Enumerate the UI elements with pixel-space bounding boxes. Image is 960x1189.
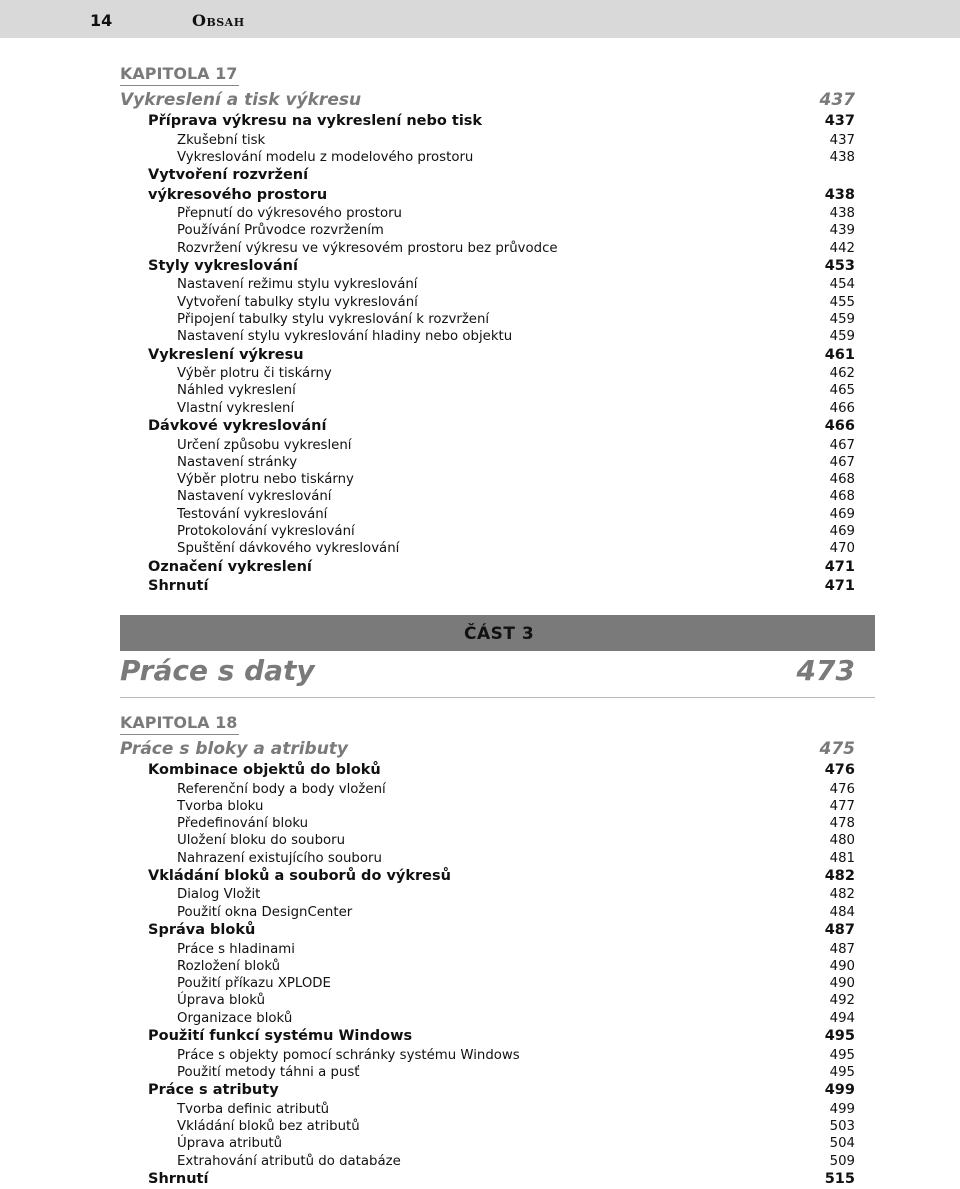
toc-section-entry bbox=[120, 1170, 855, 1189]
toc-subsection-entry bbox=[120, 540, 855, 557]
chapter-label: KAPITOLA 18 bbox=[120, 712, 239, 735]
toc-entry-title: Určení způsobu vykreslení bbox=[177, 437, 352, 453]
toc-entry-page: 495 bbox=[829, 1047, 855, 1063]
toc-entry-title: Nastavení vykreslování bbox=[177, 489, 332, 505]
toc-entry-title: Úprava atributů bbox=[177, 1136, 283, 1152]
part-title: Práce s daty bbox=[120, 654, 315, 687]
toc-entry-page: 499 bbox=[829, 1101, 855, 1117]
toc-entry-title: Organizace bloků bbox=[177, 1010, 293, 1026]
chapter-label: KAPITOLA 17 bbox=[120, 63, 239, 86]
toc-entry-title: Tvorba bloku bbox=[177, 798, 264, 814]
toc-entry-title: Připojení tabulky stylu vykreslování k rozvržení bbox=[177, 312, 490, 328]
toc-entry-title: Vykreslování modelu z modelového prostoru bbox=[177, 149, 474, 165]
toc-subsection-entry bbox=[120, 798, 855, 815]
toc-entry-page: 482 bbox=[824, 867, 855, 884]
toc-entry-title: Práce s atributy bbox=[148, 1082, 279, 1099]
toc-section-entry bbox=[120, 577, 855, 597]
toc-entry-page: 499 bbox=[824, 1082, 855, 1099]
toc-subsection-entry bbox=[120, 471, 855, 488]
chapter-18-toc bbox=[120, 712, 855, 1189]
toc-subsection-entry bbox=[120, 904, 855, 921]
toc-subsection-entry bbox=[120, 294, 855, 311]
toc-entry-title: Náhled vykreslení bbox=[177, 383, 296, 399]
toc-entry-page: 469 bbox=[829, 506, 855, 522]
toc-entry-page: 469 bbox=[829, 524, 855, 540]
toc-entry-page: 437 bbox=[824, 113, 855, 129]
toc-entry-title: Rozvržení výkresu ve výkresovém prostoru bez průvodce bbox=[177, 240, 558, 256]
toc-entry-page: 438 bbox=[829, 206, 855, 222]
toc-subsection-entry bbox=[120, 958, 855, 975]
chapter-title: Práce s bloky a atributy bbox=[120, 739, 349, 759]
toc-entry-title: Testování vykreslování bbox=[177, 506, 328, 522]
toc-entry-page: 504 bbox=[829, 1136, 855, 1152]
page-number: 14 bbox=[90, 11, 113, 30]
toc-entry-title: Zkušební tisk bbox=[177, 132, 266, 148]
toc-section-entry bbox=[120, 112, 855, 132]
toc-entry-page: 470 bbox=[829, 541, 855, 557]
toc-entry-title: Používání Průvodce rozvržením bbox=[177, 223, 384, 239]
chapter-title-row bbox=[120, 88, 855, 112]
toc-entry-page: 495 bbox=[829, 1064, 855, 1080]
toc-entry-title: Výběr plotru či tiskárny bbox=[177, 366, 332, 382]
toc-subsection-entry bbox=[120, 488, 855, 505]
toc-entry-title: Spuštění dávkového vykreslování bbox=[177, 541, 400, 557]
toc-entry-title: Referenční body a body vložení bbox=[177, 781, 386, 797]
toc-entry-title: Přepnutí do výkresového prostoru bbox=[177, 206, 402, 222]
toc-subsection-entry bbox=[120, 1101, 855, 1118]
toc-section-entry bbox=[120, 257, 855, 277]
toc-entry-page: 454 bbox=[829, 277, 855, 293]
toc-subsection-entry bbox=[120, 850, 855, 867]
toc-entry-title: Použití příkazu XPLODE bbox=[177, 976, 331, 992]
toc-subsection-entry bbox=[120, 523, 855, 540]
toc-section-entry bbox=[120, 921, 855, 941]
toc-entry-page: 466 bbox=[824, 418, 855, 435]
toc-entry-page: 468 bbox=[829, 472, 855, 488]
toc-entry-title: Nastavení stylu vykreslování hladiny nebo objektu bbox=[177, 329, 513, 345]
toc-entry-title: Úprava bloků bbox=[177, 993, 266, 1009]
toc-subsection-entry bbox=[120, 240, 855, 257]
toc-entry-title: Dialog Vložit bbox=[177, 887, 261, 903]
toc-entry-title: Nastavení režimu stylu vykreslování bbox=[177, 277, 418, 293]
toc-entry-page: 466 bbox=[829, 400, 855, 416]
toc-entry-page: 439 bbox=[829, 223, 855, 239]
toc-entry-page: 467 bbox=[829, 454, 855, 470]
part-label: ČÁST 3 bbox=[464, 624, 535, 644]
toc-section-entry bbox=[120, 417, 855, 437]
chapter-title-row bbox=[120, 737, 855, 761]
toc-entry-title: Nastavení stránky bbox=[177, 454, 298, 470]
toc-subsection-entry bbox=[120, 1064, 855, 1081]
toc-entry-page: 476 bbox=[829, 781, 855, 797]
toc-subsection-entry bbox=[120, 1153, 855, 1170]
toc-entry-page: 471 bbox=[824, 558, 855, 575]
toc-entry-title: Tvorba definic atributů bbox=[177, 1101, 330, 1117]
toc-entry-title: Vykreslení výkresu bbox=[148, 346, 304, 363]
toc-entry-page: 438 bbox=[824, 186, 855, 203]
toc-entry-title: Vkládání bloků bez atributů bbox=[177, 1118, 360, 1134]
chapter-entries bbox=[120, 761, 855, 1189]
toc-entry-page: 459 bbox=[829, 329, 855, 345]
toc-subsection-entry bbox=[120, 815, 855, 832]
part-divider bbox=[120, 697, 875, 698]
toc-entry-page: 442 bbox=[829, 240, 855, 256]
chapter-page: 437 bbox=[819, 90, 855, 110]
toc-subsection-entry bbox=[120, 222, 855, 239]
header-title: Obsah bbox=[192, 11, 245, 30]
toc-entry-page: 477 bbox=[829, 798, 855, 814]
toc-entry-page: 494 bbox=[829, 1010, 855, 1026]
toc-subsection-entry bbox=[120, 400, 855, 417]
toc-section-entry bbox=[120, 558, 855, 578]
toc-entry-page: 468 bbox=[829, 489, 855, 505]
toc-subsection-entry bbox=[120, 149, 855, 166]
toc-entry-page: 465 bbox=[829, 383, 855, 399]
toc-subsection-entry bbox=[120, 437, 855, 454]
toc-entry-page: 487 bbox=[829, 941, 855, 957]
toc-entry-title: Protokolování vykreslování bbox=[177, 524, 355, 540]
toc-entry-page: 492 bbox=[829, 993, 855, 1009]
toc-entry-title: Správa bloků bbox=[148, 922, 256, 939]
toc-entry-title: Rozložení bloků bbox=[177, 958, 281, 974]
toc-entry-page: 490 bbox=[829, 976, 855, 992]
part-title-row bbox=[120, 653, 855, 689]
toc-entry-title: Kombinace objektů do bloků bbox=[148, 762, 381, 778]
toc-subsection-entry bbox=[120, 1010, 855, 1027]
toc-entry-title: Vlastní vykreslení bbox=[177, 400, 295, 416]
toc-entry-title: Vytvoření rozvržení bbox=[148, 167, 309, 184]
toc-entry-title: Dávkové vykreslování bbox=[148, 418, 327, 435]
toc-subsection-entry bbox=[120, 382, 855, 399]
toc-subsection-entry bbox=[120, 975, 855, 992]
toc-entry-page: 495 bbox=[824, 1028, 855, 1045]
toc-entry-title: Vkládání bloků a souborů do výkresů bbox=[148, 867, 451, 884]
toc-subsection-entry bbox=[120, 506, 855, 523]
chapter-17-toc bbox=[120, 63, 855, 597]
toc-section-entry bbox=[120, 867, 855, 887]
toc-section-entry bbox=[120, 346, 855, 366]
toc-subsection-entry bbox=[120, 1118, 855, 1135]
toc-entry-title: Práce s hladinami bbox=[177, 941, 295, 957]
toc-entry-title: Použití funkcí systému Windows bbox=[148, 1028, 413, 1045]
toc-entry-page: 503 bbox=[829, 1118, 855, 1134]
toc-subsection-entry bbox=[120, 365, 855, 382]
toc-entry-title: Shrnutí bbox=[148, 578, 209, 595]
toc-entry-page: 461 bbox=[824, 346, 855, 363]
toc-section-entry bbox=[120, 166, 855, 186]
toc-entry-title: Označení vykreslení bbox=[148, 558, 312, 575]
toc-entry-title: Výběr plotru nebo tiskárny bbox=[177, 472, 354, 488]
toc-entry-title: Použití metody táhni a pusť bbox=[177, 1064, 360, 1080]
toc-entry-page: 482 bbox=[829, 887, 855, 903]
toc-subsection-entry bbox=[120, 1135, 855, 1152]
toc-entry-page: 453 bbox=[824, 257, 855, 274]
toc-subsection-entry bbox=[120, 1047, 855, 1064]
toc-entry-page: 455 bbox=[829, 294, 855, 310]
toc-subsection-entry bbox=[120, 276, 855, 293]
toc-entry-title: Uložení bloku do souboru bbox=[177, 833, 346, 849]
toc-entry-page: 476 bbox=[824, 762, 855, 778]
chapter-title: Vykreslení a tisk výkresu bbox=[120, 90, 362, 110]
toc-section-entry bbox=[120, 1081, 855, 1101]
toc-entry-page: 484 bbox=[829, 904, 855, 920]
toc-subsection-entry bbox=[120, 886, 855, 903]
toc-entry-page: 437 bbox=[829, 132, 855, 148]
chapter-entries bbox=[120, 112, 855, 597]
toc-entry-title: výkresového prostoru bbox=[148, 186, 328, 203]
toc-entry-title: Práce s objekty pomocí schránky systému Windows bbox=[177, 1047, 520, 1063]
toc-subsection-entry bbox=[120, 832, 855, 849]
part-page: 473 bbox=[796, 654, 855, 687]
toc-entry-title: Shrnutí bbox=[148, 1170, 209, 1187]
toc-subsection-entry bbox=[120, 132, 855, 149]
toc-entry-page: 481 bbox=[829, 850, 855, 866]
toc-entry-title: Vytvoření tabulky stylu vykreslování bbox=[177, 294, 418, 310]
toc-entry-title: Použití okna DesignCenter bbox=[177, 904, 353, 920]
toc-entry-title: Extrahování atributů do databáze bbox=[177, 1153, 401, 1169]
toc-entry-page: 509 bbox=[829, 1153, 855, 1169]
toc-entry-page: 480 bbox=[829, 833, 855, 849]
toc-subsection-entry bbox=[120, 328, 855, 345]
toc-section-entry bbox=[120, 761, 855, 781]
toc-subsection-entry bbox=[120, 992, 855, 1009]
toc-subsection-entry bbox=[120, 941, 855, 958]
toc-entry-title: Nahrazení existujícího souboru bbox=[177, 850, 382, 866]
toc-entry-title: Příprava výkresu na vykreslení nebo tisk bbox=[148, 113, 483, 129]
chapter-page: 475 bbox=[819, 739, 855, 759]
toc-entry-page: 490 bbox=[829, 958, 855, 974]
toc-entry-page: 438 bbox=[829, 149, 855, 165]
header-bar bbox=[0, 0, 960, 38]
toc-subsection-entry bbox=[120, 781, 855, 798]
toc-entry-page: 478 bbox=[829, 816, 855, 832]
toc-entry-title: Předefinování bloku bbox=[177, 816, 309, 832]
toc-entry-page: 471 bbox=[824, 578, 855, 595]
toc-entry-page: 487 bbox=[824, 922, 855, 939]
toc-subsection-entry bbox=[120, 311, 855, 328]
toc-subsection-entry bbox=[120, 205, 855, 222]
toc-entry-page: 467 bbox=[829, 437, 855, 453]
toc-entry-page: 459 bbox=[829, 312, 855, 328]
toc-entry-page: 515 bbox=[824, 1170, 855, 1187]
toc-entry-page: 462 bbox=[829, 366, 855, 382]
toc-section-entry bbox=[120, 1027, 855, 1047]
toc-section-entry bbox=[120, 186, 855, 206]
toc-entry-title: Styly vykreslování bbox=[148, 257, 298, 274]
toc-subsection-entry bbox=[120, 454, 855, 471]
